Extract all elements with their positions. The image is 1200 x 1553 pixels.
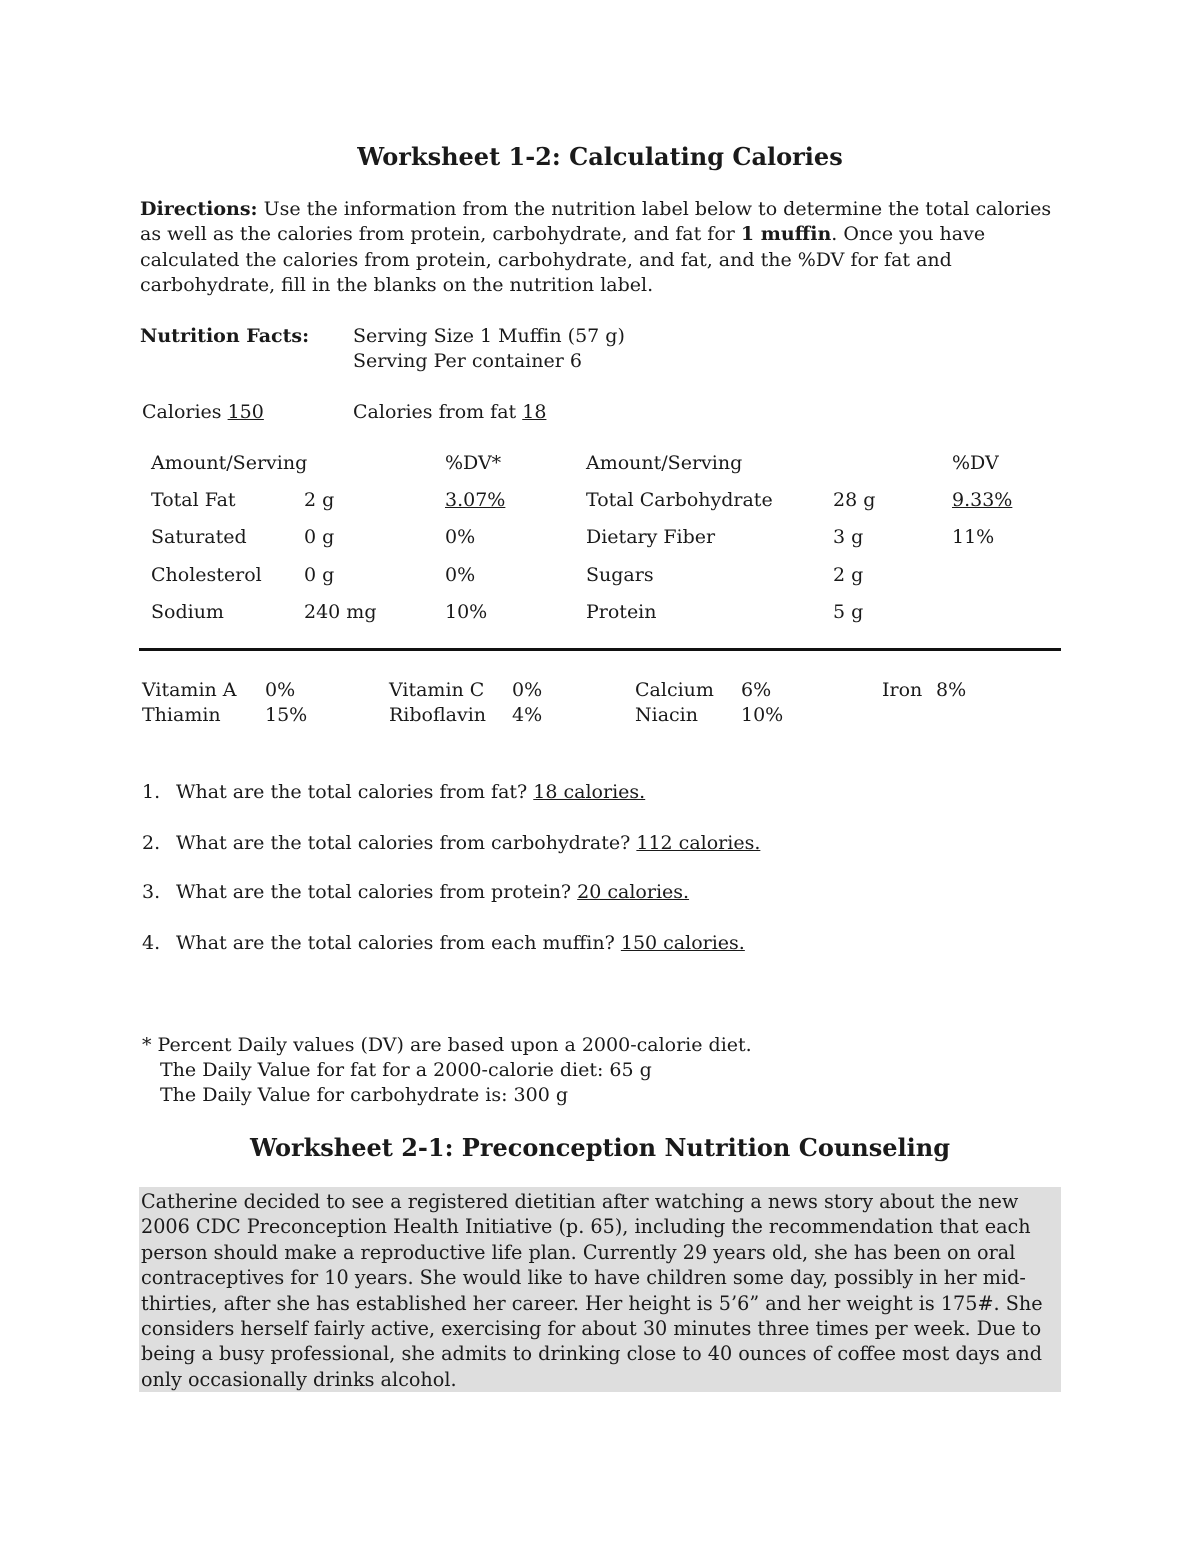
nutrient-dv: 3.07% [445, 489, 506, 511]
vitamin-name: Niacin [635, 704, 698, 726]
nutrition-facts-label: Nutrition Facts: [140, 325, 310, 347]
servings-per-container: Serving Per container 6 [353, 350, 582, 372]
question-item [176, 780, 645, 805]
right-dv-header: %DV [952, 452, 999, 474]
footnote-line: The Daily Value for carbohydrate is: 300 g [160, 1084, 569, 1106]
nutrient-dv: 10% [445, 601, 488, 623]
question-answer: 112 calories. [636, 832, 761, 854]
directions-paragraph [140, 197, 1060, 299]
nutrient-name: Dietary Fiber [586, 526, 716, 548]
nutrient-name: Sodium [151, 601, 224, 623]
question-answer: 20 calories. [577, 881, 690, 903]
vitamin-name: Iron [882, 679, 923, 701]
nutrient-amount: 2 g [304, 489, 335, 511]
question-item [176, 931, 745, 956]
right-amount-header: Amount/Serving [586, 452, 743, 474]
vitamin-name: Vitamin C [389, 679, 485, 701]
question-number: 2. [142, 832, 161, 854]
vitamin-value: 6% [741, 679, 772, 701]
directions-text-2: . Once you have calculated the calories from protein, carbohydrate, and fat, and the %DV for fat and carbohydrate, fill in the blanks on the nutrition label. [140, 223, 986, 297]
calories-line [142, 400, 264, 425]
vitamin-value: 10% [741, 704, 784, 726]
nutrient-amount: 28 g [833, 489, 876, 511]
nutrient-dv: 9.33% [952, 489, 1013, 511]
vitamin-value: 4% [512, 704, 543, 726]
question-number: 4. [142, 932, 161, 954]
vitamin-name: Calcium [635, 679, 714, 701]
vitamin-value: 8% [936, 679, 967, 701]
question-number: 3. [142, 881, 161, 903]
question-item [176, 831, 760, 856]
directions-text-1: Use the information from the nutrition label below to determine the total calories as well as the calories from protein, carbohydrate, and fat for [140, 198, 1052, 246]
nutrient-name: Cholesterol [151, 564, 262, 586]
nutrient-name: Sugars [586, 564, 654, 586]
vitamin-name: Vitamin A [142, 679, 237, 701]
nutrient-name: Protein [586, 601, 657, 623]
footnote-line: The Daily Value for fat for a 2000-calorie diet: 65 g [160, 1059, 652, 1081]
question-text: What are the total calories from each muffin? [176, 932, 615, 954]
fat-calories-value: 18 [522, 401, 547, 423]
vitamin-name: Thiamin [142, 704, 221, 726]
nutrient-name: Total Carbohydrate [586, 489, 773, 511]
footnote-line: * Percent Daily values (DV) are based upon a 2000-calorie diet. [142, 1034, 752, 1056]
nutrient-name: Saturated [151, 526, 247, 548]
table-divider [139, 648, 1061, 651]
question-answer: 18 calories. [533, 781, 646, 803]
calories-label: Calories [142, 401, 222, 423]
nutrient-amount: 0 g [304, 526, 335, 548]
nutrient-amount: 2 g [833, 564, 864, 586]
directions-label: Directions: [140, 198, 258, 220]
left-amount-header: Amount/Serving [151, 452, 308, 474]
question-item [176, 880, 689, 905]
vitamin-value: 0% [512, 679, 543, 701]
left-dv-header: %DV* [445, 452, 502, 474]
question-number: 1. [142, 781, 161, 803]
nutrient-amount: 240 mg [304, 601, 377, 623]
nutrient-dv: 0% [445, 564, 476, 586]
calories-from-fat-line [353, 400, 546, 425]
question-text: What are the total calories from carbohydrate? [176, 832, 631, 854]
directions-bold: 1 muffin [740, 223, 832, 246]
question-text: What are the total calories from protein? [176, 881, 572, 903]
nutrient-amount: 3 g [833, 526, 864, 548]
fat-calories-label: Calories from fat [353, 401, 517, 423]
nutrient-dv: 11% [952, 526, 995, 548]
worksheet-1-2-title: Worksheet 1-2: Calculating Calories [357, 142, 843, 171]
worksheet-2-1-title: Worksheet 2-1: Preconception Nutrition Counseling [249, 1133, 950, 1162]
nutrient-amount: 5 g [833, 601, 864, 623]
nutrient-dv: 0% [445, 526, 476, 548]
case-study-box: Catherine decided to see a registered dietitian after watching a news story about the new 2006 CDC Preconception Health Initiative (p. 65), including the recommendation that each person should make a reproductive life plan. Currently 29 years old, she has been on oral contraceptives for 10 years. She would like to have children some day, possibly in her mid-thirties, after she has established her career. Her height is 5’6” and her weight is 175#. She considers herself fairly active, exercising for about 30 minutes three times per week. Due to being a busy professional, she admits to drinking close to 40 ounces of coffee most days and only occasionally drinks alcohol. [139, 1187, 1061, 1392]
calories-value: 150 [227, 401, 264, 423]
vitamin-name: Riboflavin [389, 704, 487, 726]
nutrient-amount: 0 g [304, 564, 335, 586]
serving-size: Serving Size 1 Muffin (57 g) [353, 325, 625, 347]
nutrient-name: Total Fat [151, 489, 236, 511]
question-text: What are the total calories from fat? [176, 781, 528, 803]
question-answer: 150 calories. [620, 932, 745, 954]
vitamin-value: 0% [265, 679, 296, 701]
vitamin-value: 15% [265, 704, 308, 726]
